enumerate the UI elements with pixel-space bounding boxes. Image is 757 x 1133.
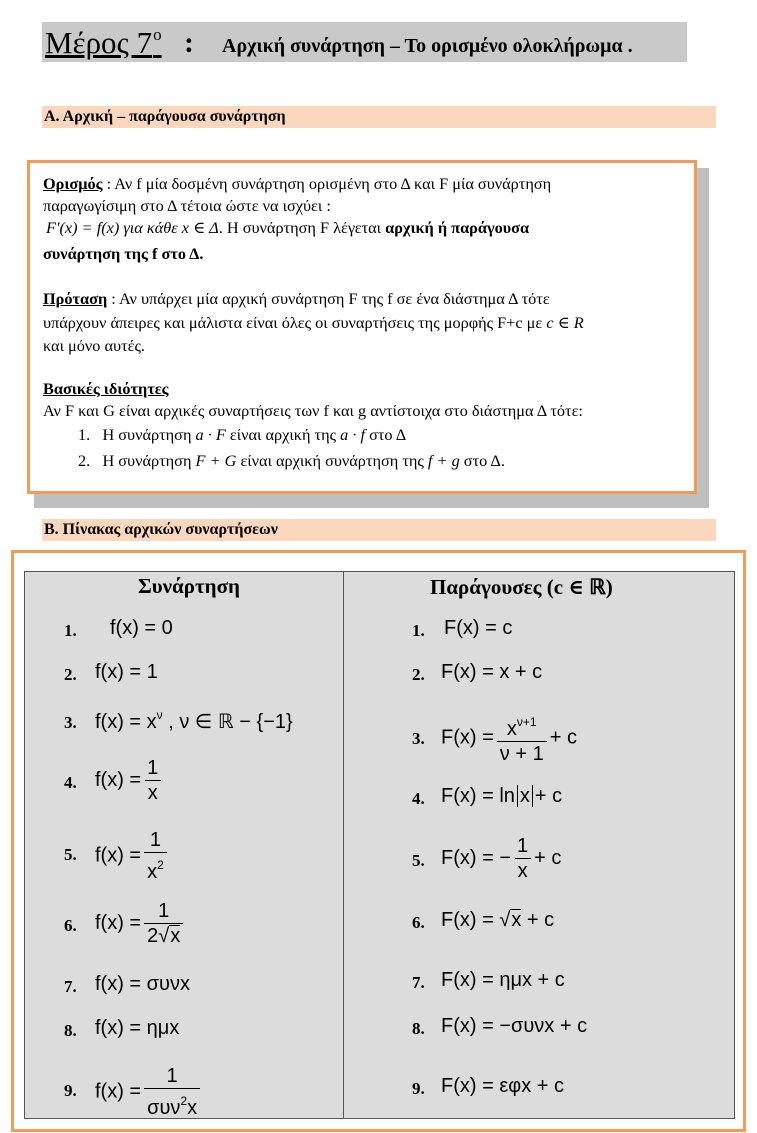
row-number: 1. [64, 621, 77, 640]
antiderivative-5: F(x) = − $\frac{1}{x}$ + c [441, 835, 562, 882]
properties-intro: Αν F και G είναι αρχικές συναρτήσεις των f και g αντίστοιχα στο διάστημα Δ τότε: [43, 401, 583, 420]
row-number: 2. [64, 665, 77, 684]
antiderivative-7: F(x) = ημx + c [441, 969, 565, 991]
row-number: 2. [412, 665, 425, 684]
row-number: 9. [412, 1079, 425, 1098]
property-1: 1. Η συνάρτηση a · F είναι αρχική της a · f στο Δ [78, 425, 407, 444]
row-number: 8. [412, 1019, 425, 1038]
antiderivative-3: F(x) = $\frac{x^{\nu+1}}{\nu + 1}$ + c [441, 715, 577, 765]
row-number: 5. [64, 845, 77, 864]
row-number: 4. [412, 789, 425, 808]
properties-label: Βασικές ιδιότητες [43, 379, 169, 398]
definition-label: Ορισμός [43, 174, 103, 193]
row-number: 6. [412, 913, 425, 932]
function-1: f(x) = 0 [110, 617, 173, 639]
definition-line-1: Ορισμός : Αν f μία δοσμένη συνάρτηση ορισμένη στο Δ και F μία συνάρτηση [43, 174, 552, 193]
definition-line-2: παραγωγίσιμη στο Δ τέτοια ώστε να ισχύει : [43, 196, 331, 215]
row-number: 1. [412, 621, 425, 640]
antiderivative-4: F(x) = ln x + c [441, 785, 563, 807]
col-header-antiderivatives: Παράγουσες (c ∈ ℝ) [430, 575, 613, 599]
definition-line-4: συνάρτηση της f στο Δ. [43, 244, 204, 263]
section-a-heading: Α. Αρχική – παράγουσα συνάρτηση [42, 106, 716, 128]
antiderivative-9: F(x) = εφx + c [441, 1075, 565, 1097]
function-7: f(x) = συνx [95, 973, 190, 995]
proposition-line-2: υπάρχουν άπειρες και μάλιστα είναι όλες οι συναρτήσεις της μορφής F+c με c ∈ R [43, 313, 584, 332]
antiderivative-2: F(x) = x + c [441, 661, 543, 683]
row-number: 7. [412, 973, 425, 992]
page-title: Μέρος $7^o$ [45, 25, 162, 60]
function-2: f(x) = 1 [95, 661, 158, 683]
col-header-function: Συνάρτηση [138, 574, 240, 598]
antiderivative-1: F(x) = c [444, 617, 513, 639]
row-number: 3. [64, 713, 77, 732]
table-column-divider [343, 571, 344, 1119]
function-6: f(x) = $\frac{1}{2√x}$ [95, 899, 186, 948]
proposition-label: Πρόταση [43, 289, 108, 308]
row-number: 5. [412, 851, 425, 870]
row-number: 6. [64, 916, 77, 935]
row-number: 4. [64, 773, 77, 792]
function-9: f(x) = $\frac{1}{\sigma\upsilon\nu^2x}$ [95, 1064, 203, 1120]
proposition-line-1: Πρόταση : Αν υπάρχει μία αρχική συνάρτηση F της f σε ένα διάστημα Δ τότε [43, 289, 550, 308]
property-2: 2. Η συνάρτηση F + G είναι αρχική συνάρτηση της f + g στο Δ. [78, 451, 505, 470]
row-number: 8. [64, 1021, 77, 1040]
definition-line-3: F′(x) = f(x) για κάθε x ∈ Δ. Η συνάρτηση F λέγεται αρχική ή παράγουσα [46, 218, 530, 237]
antiderivative-8: F(x) = −συνx + c [441, 1015, 588, 1037]
function-4: f(x) = $\frac{1}{x}$ [95, 756, 164, 805]
function-8: f(x) = ημx [95, 1017, 180, 1039]
function-3: $f(x) = x^\nu$ , ν ∈ ℝ − {−1} [95, 708, 293, 733]
row-number: 3. [412, 729, 425, 748]
title-colon: : [184, 26, 194, 59]
section-b-heading: Β. Πίνακας αρχικών συναρτήσεων [42, 519, 716, 541]
row-number: 9. [64, 1081, 77, 1100]
page-subtitle: Αρχική συνάρτηση – Το ορισμένο ολοκλήρωμα . [222, 35, 633, 57]
proposition-line-3: και μόνο αυτές. [43, 336, 145, 355]
antiderivative-6: F(x) = √x + c [441, 909, 555, 931]
row-number: 7. [64, 977, 77, 996]
definition-formula: F′(x) = f(x) για κάθε x ∈ Δ [46, 218, 219, 237]
function-5: f(x) = $\frac{1}{x^2}$ [95, 828, 170, 884]
